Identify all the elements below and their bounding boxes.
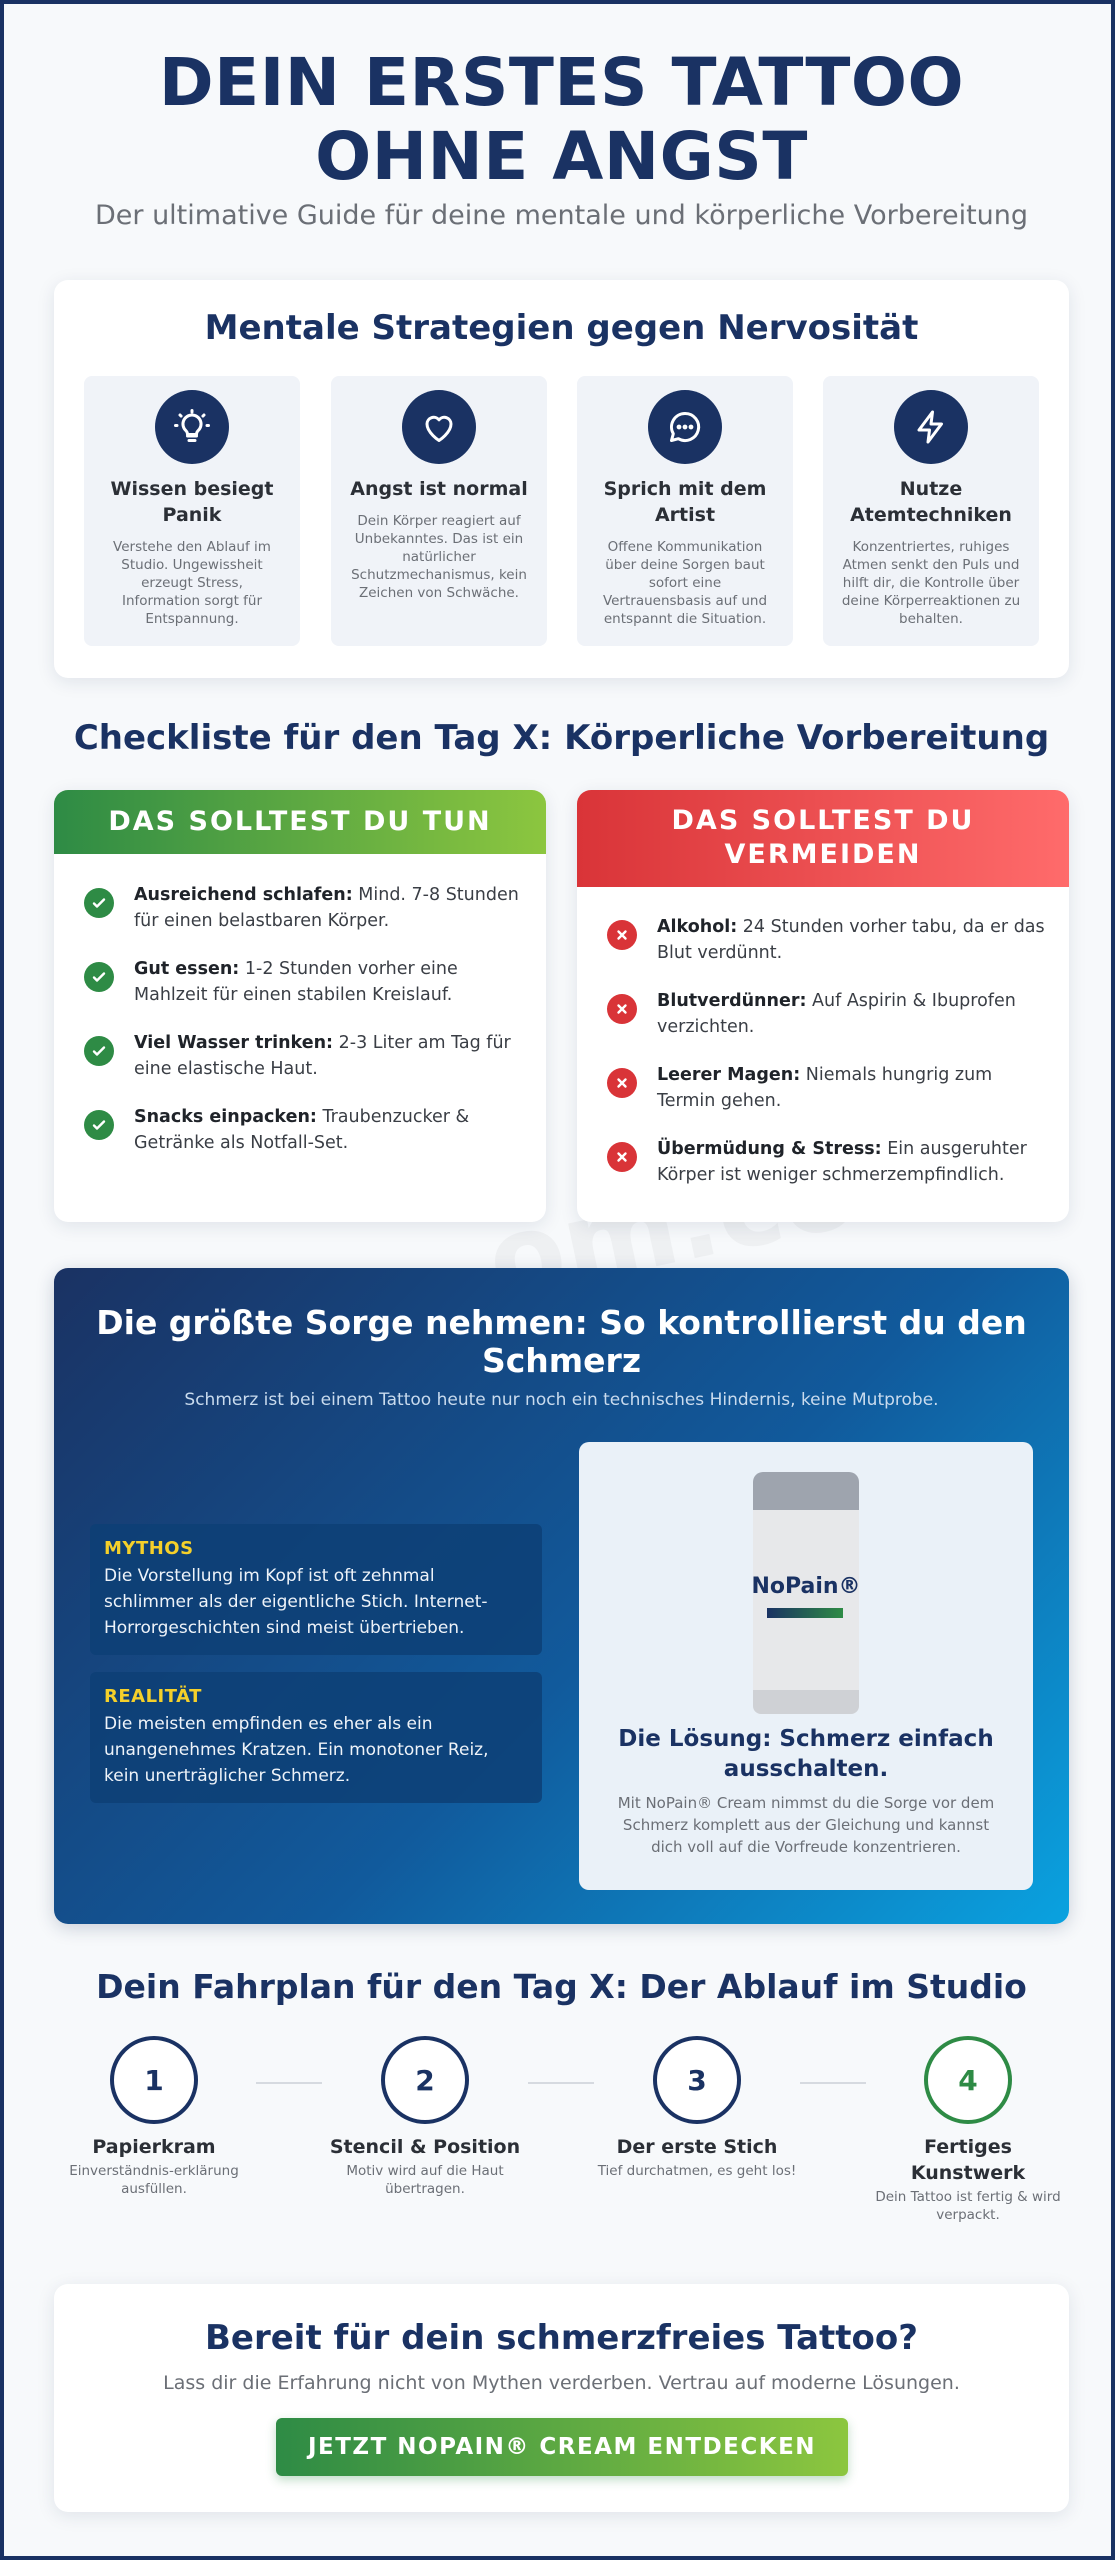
mental-strategies-card: [54, 280, 1069, 678]
tile-artist: [577, 376, 793, 646]
chat-icon: [648, 390, 722, 464]
item-label: Viel Wasser trinken:: [134, 1033, 334, 1053]
tile-title: Wissen besiegt Panik: [110, 478, 274, 526]
reality-box: [90, 1672, 542, 1803]
step-number: 3: [653, 2036, 741, 2124]
tile-wissen: [84, 376, 300, 646]
page-title: DEIN ERSTES TATTOO OHNE ANGST: [158, 44, 965, 195]
step-name: Fertiges Kunstwerk: [910, 2136, 1026, 2184]
cta-subtitle: Lass dir die Erfahrung nicht von Mythen verderben. Vertrau auf moderne Lösungen.: [163, 2372, 960, 2394]
item-label: Blutverdünner:: [657, 991, 807, 1011]
item-label: Alkohol:: [657, 917, 738, 937]
product-tube-image: [753, 1472, 859, 1714]
item-label: Ausreichend schlafen:: [134, 885, 353, 905]
item-text: Traubenzucker & Getränke als Notfall-Set.: [134, 1107, 470, 1153]
do-list-card: [54, 790, 546, 1222]
step-number: 4: [924, 2036, 1012, 2124]
reality-text: Die meisten empfinden es eher als ein unangenehmes Kratzen. Ein monotoner Reiz, kein unerträglicher Schmerz.: [104, 1714, 489, 1786]
item-text: 24 Stunden vorher tabu, da er das Blut verdünnt.: [657, 917, 1045, 963]
tile-text: Konzentriertes, ruhiges Atmen senkt den Puls und hilft dir, die Kontrolle über deine Körperreaktionen zu behalten.: [841, 539, 1021, 627]
tile-title: Sprich mit dem Artist: [603, 478, 767, 526]
item-label: Leerer Magen:: [657, 1065, 801, 1085]
checklist-title: Checkliste für den Tag X: Körperliche Vorbereitung: [73, 718, 1050, 758]
step-desc: Tief durchatmen, es geht los!: [597, 2163, 797, 2179]
cta-title: Bereit für dein schmerzfreies Tattoo?: [205, 2318, 918, 2358]
step-connector: [528, 2082, 594, 2084]
page-subtitle: Der ultimative Guide für deine mentale und körperliche Vorbereitung: [94, 200, 1029, 231]
solution-title: Die Lösung: Schmerz einfach ausschalten.: [618, 1726, 994, 1782]
item-label: Snacks einpacken:: [134, 1107, 317, 1127]
dont-list-heading: DAS SOLLTEST DU VERMEIDEN: [577, 790, 1069, 887]
tube-cap: [753, 1472, 859, 1510]
solution-text: Mit NoPain® Cream nimmst du die Sorge vor dem Schmerz komplett aus der Gleichung und kannst dich voll auf die Vorfreude konzentrieren.: [617, 1794, 995, 1856]
cross-icon: [607, 1068, 637, 1098]
item-text: Ein ausgeruhter Körper ist weniger schmerzempfindlich.: [657, 1139, 1027, 1185]
step-name: Stencil & Position: [329, 2136, 521, 2158]
item-label: Gut essen:: [134, 959, 240, 979]
tile-text: Offene Kommunikation über deine Sorgen baut sofort eine Vertrauensbasis auf und entspannt die Situation.: [602, 539, 768, 627]
myth-label: MYTHOS: [104, 1538, 194, 1559]
dont-list-card: [577, 790, 1069, 1222]
step-desc: Einverständnis-erklärung ausfüllen.: [69, 2163, 239, 2197]
cross-icon: [607, 920, 637, 950]
do-list-heading: DAS SOLLTEST DU TUN: [54, 790, 546, 854]
check-icon: [84, 1110, 114, 1140]
step-name: Der erste Stich: [616, 2136, 778, 2158]
step-number: 1: [110, 2036, 198, 2124]
lightbulb-icon: [155, 390, 229, 464]
step-number: 2: [381, 2036, 469, 2124]
myth-text: Die Vorstellung im Kopf ist oft zehnmal schlimmer als der eigentliche Stich. Internet-Horrorgeschichten sind meist übertrieben.: [104, 1566, 488, 1638]
pain-section: [54, 1268, 1069, 1924]
heart-icon: [402, 390, 476, 464]
myth-box: [90, 1524, 542, 1655]
tile-atem: [823, 376, 1039, 646]
tile-text: Verstehe den Ablauf im Studio. Ungewissheit erzeugt Stress, Information sorgt für Entspannung.: [113, 539, 271, 627]
item-text: Auf Aspirin & Ibuprofen verzichten.: [657, 991, 1016, 1037]
tile-title: Angst ist normal: [350, 478, 528, 500]
step-name: Papierkram: [92, 2136, 216, 2158]
step-desc: Motiv wird auf die Haut übertragen.: [346, 2163, 504, 2197]
check-icon: [84, 962, 114, 992]
step-connector: [800, 2082, 866, 2084]
reality-label: REALITÄT: [104, 1686, 202, 1707]
check-icon: [84, 888, 114, 918]
item-text: Mind. 7-8 Stunden für einen belastbaren Körper.: [134, 885, 519, 931]
item-text: 2-3 Liter am Tag für eine elastische Haut.: [134, 1033, 511, 1079]
cta-card: [54, 2284, 1069, 2512]
roadmap-title: Dein Fahrplan für den Tag X: Der Ablauf im Studio: [96, 1967, 1027, 2006]
cross-icon: [607, 1142, 637, 1172]
item-label: Übermüdung & Stress:: [657, 1139, 882, 1159]
cross-icon: [607, 994, 637, 1024]
step-connector: [256, 2082, 322, 2084]
solution-card: [579, 1442, 1033, 1890]
tube-stripe: [767, 1608, 843, 1618]
tube-bottom: [753, 1690, 859, 1714]
tube-body: [753, 1510, 859, 1690]
item-text: 1-2 Stunden vorher eine Mahlzeit für einen stabilen Kreislauf.: [134, 959, 458, 1005]
step-desc: Dein Tattoo ist fertig & wird verpackt.: [875, 2189, 1061, 2223]
tile-angst: [331, 376, 547, 646]
pain-subtitle: Schmerz ist bei einem Tattoo heute nur noch ein technisches Hindernis, keine Mutprobe.: [184, 1390, 939, 1410]
check-icon: [84, 1036, 114, 1066]
item-text: Niemals hungrig zum Termin gehen.: [657, 1065, 993, 1111]
cta-button[interactable]: JETZT NOPAIN® CREAM ENTDECKEN: [276, 2418, 848, 2476]
mental-strategies-title: Mentale Strategien gegen Nervosität: [204, 308, 919, 348]
lightning-icon: [894, 390, 968, 464]
product-brand: NoPain®: [751, 1574, 861, 1599]
tile-title: Nutze Atemtechniken: [850, 478, 1012, 526]
pain-title: Die größte Sorge nehmen: So kontrollierst du den Schmerz: [96, 1303, 1027, 1380]
tile-text: Dein Körper reagiert auf Unbekanntes. Das ist ein natürlicher Schutzmechanismus, kein Zeichen von Schwäche.: [351, 513, 527, 601]
